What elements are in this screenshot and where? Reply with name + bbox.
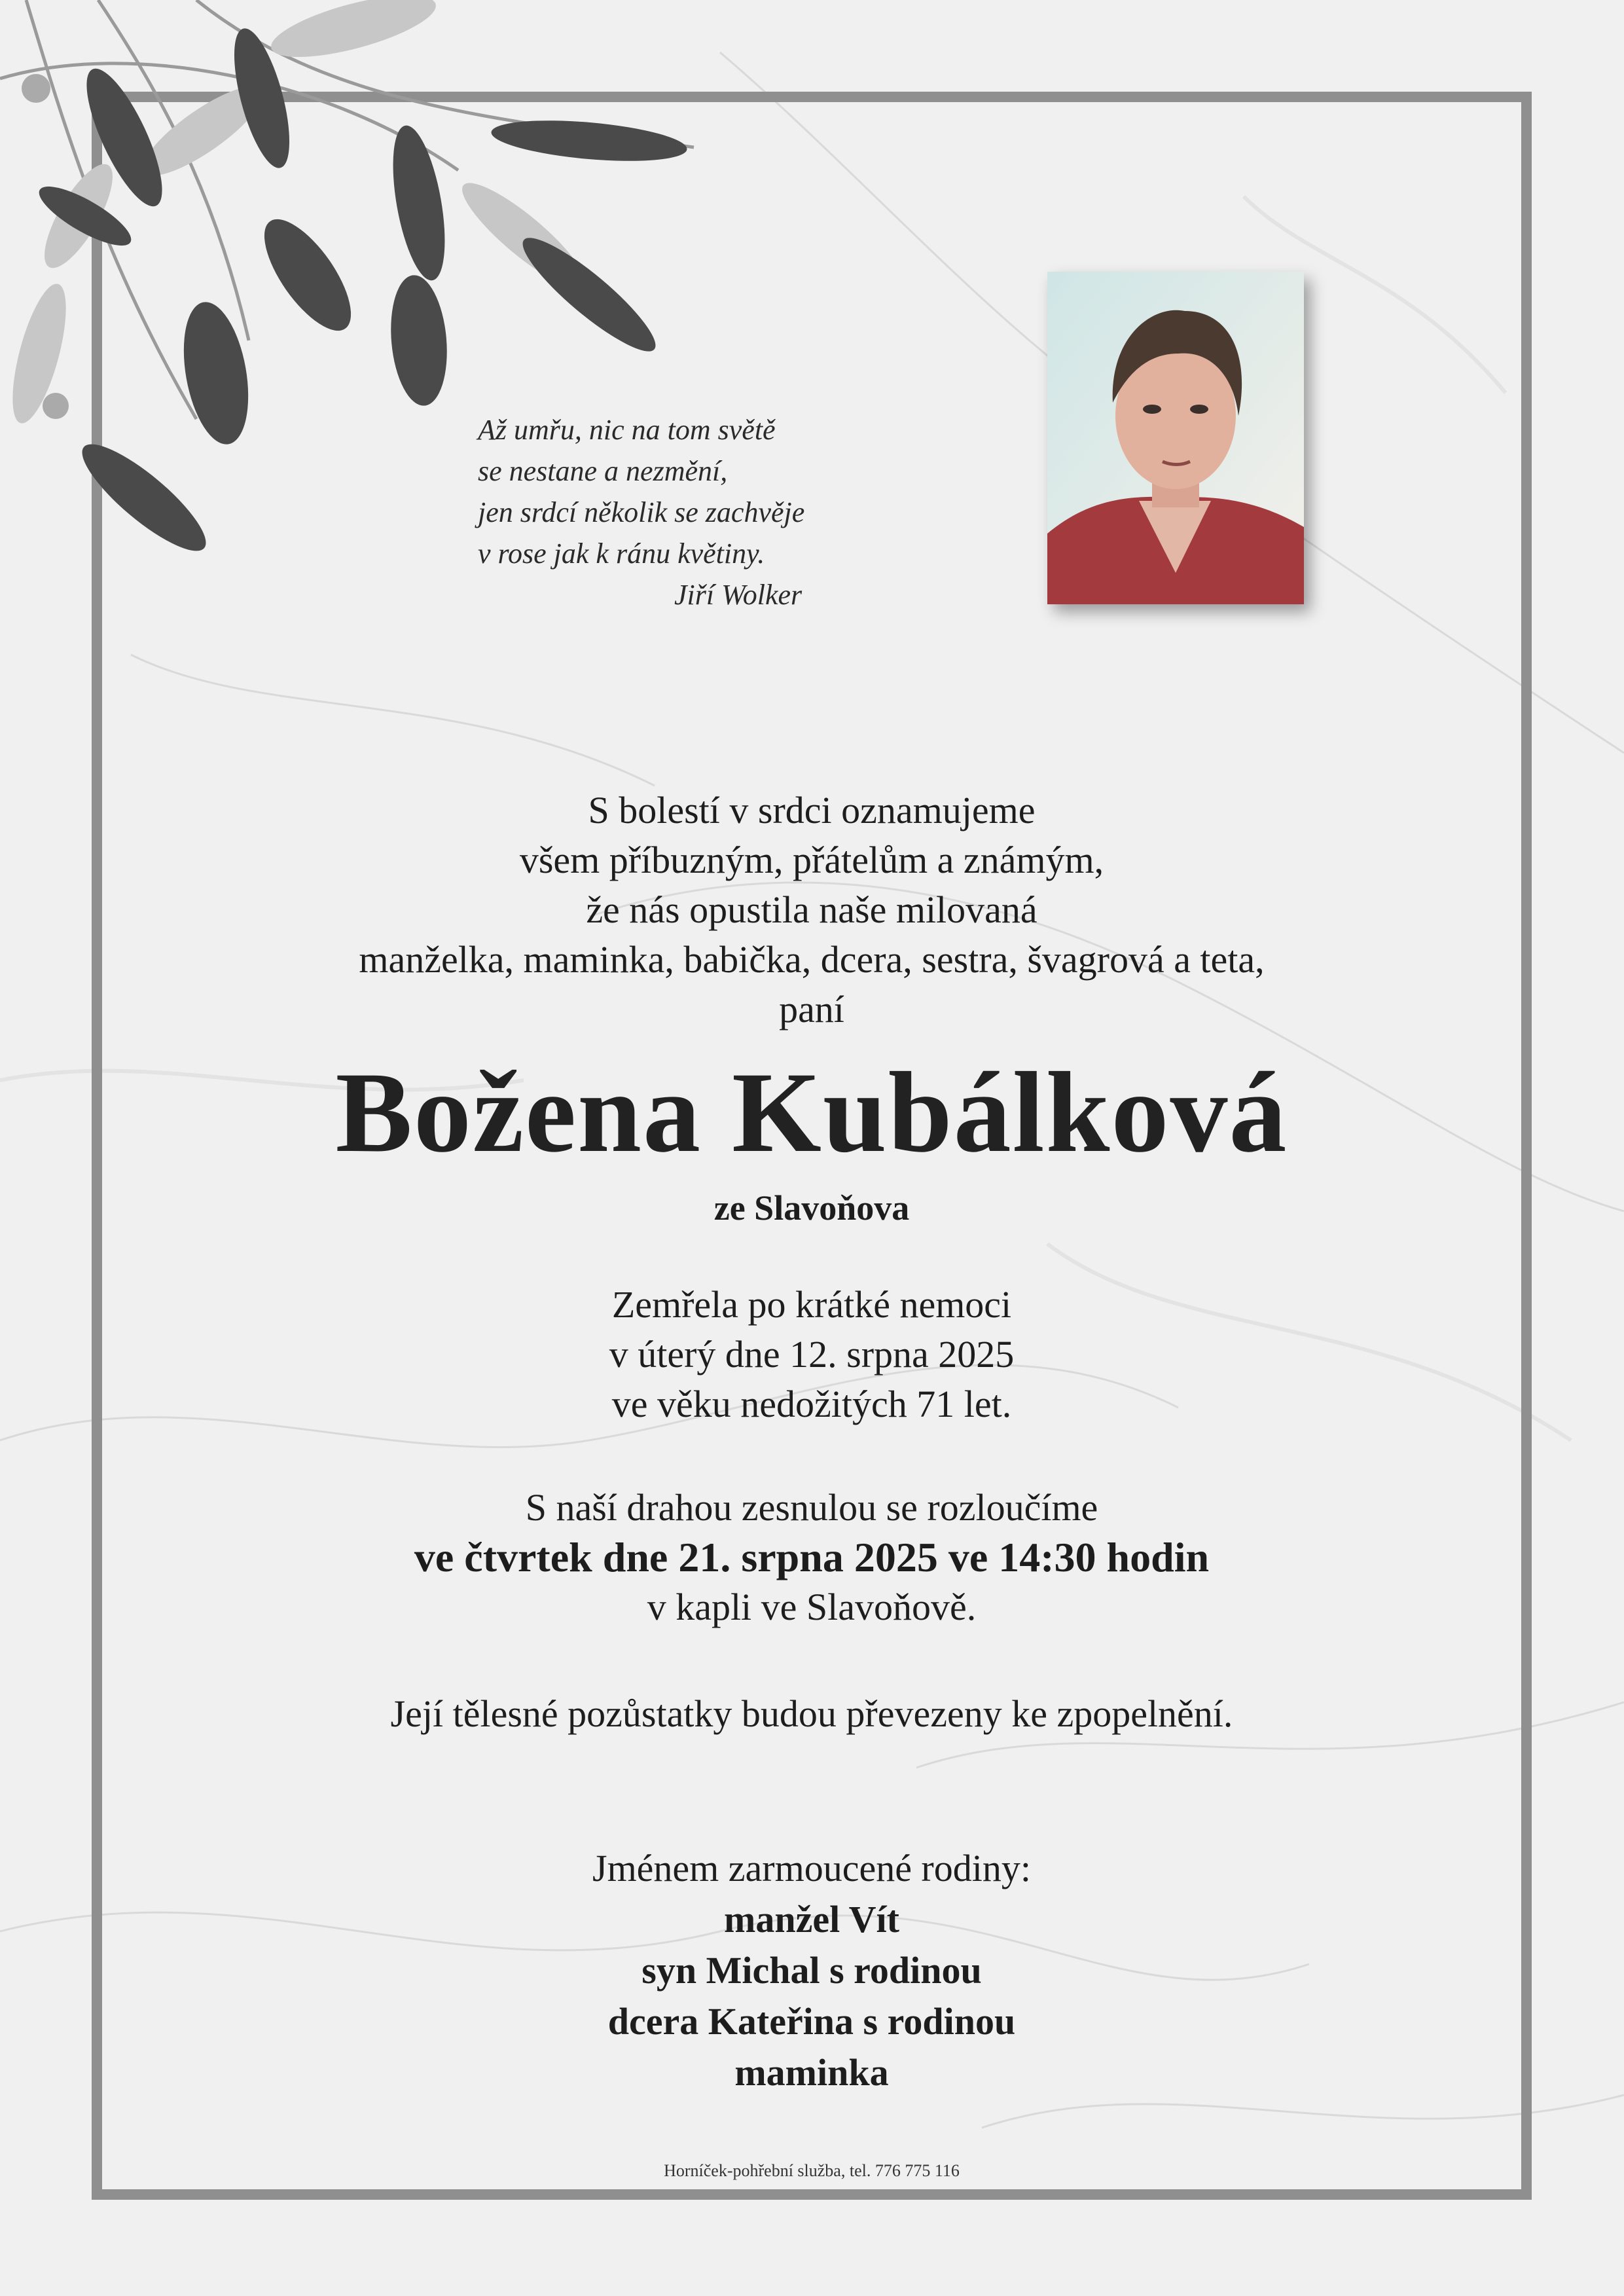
funeral-service-footer: Horníček-pohřební služba, tel. 776 775 116 — [664, 2161, 960, 2180]
poem-author: Jiří Wolker — [674, 579, 803, 611]
poem-line: v rose jak k ránu květiny. — [478, 538, 765, 570]
poem — [478, 409, 936, 615]
family-member: manžel Vít — [724, 1898, 899, 1941]
portrait-photo — [1047, 272, 1304, 604]
announcement-line: všem příbuzným, přátelům a známým, — [519, 839, 1104, 881]
poem-line: jen srdcí několik se zachvěje — [478, 496, 805, 528]
family-member: syn Michal s rodinou — [641, 1949, 982, 1992]
deceased-origin: ze Slavoňova — [713, 1188, 910, 1228]
death-line: Zemřela po krátké nemoci — [611, 1283, 1012, 1326]
farewell-place: v kapli ve Slavoňově. — [647, 1586, 977, 1628]
family-member: dcera Kateřina s rodinou — [607, 2000, 1016, 2043]
poem-line: se nestane a nezmění, — [478, 455, 728, 487]
family-signature — [131, 1843, 1492, 2098]
farewell-details — [131, 1483, 1492, 1632]
farewell-intro: S naší drahou zesnulou se rozloučíme — [525, 1486, 1098, 1529]
remains-note: Její tělesné pozůstatky budou převezeny ke zpopelnění. — [390, 1692, 1233, 1735]
death-line: v úterý dne 12. srpna 2025 — [609, 1333, 1015, 1376]
death-line: ve věku nedožitých 71 let. — [611, 1383, 1012, 1425]
death-details — [131, 1280, 1492, 1429]
announcement-line: že nás opustila naše milovaná — [586, 888, 1038, 931]
family-intro: Jménem zarmoucené rodiny: — [592, 1847, 1031, 1889]
announcement-line: S bolestí v srdci oznamujeme — [588, 789, 1036, 831]
announcement-line: paní — [779, 988, 844, 1030]
announcement — [131, 786, 1492, 1034]
family-member: maminka — [734, 2051, 889, 2094]
farewell-datetime: ve čtvrtek dne 21. srpna 2025 ve 14:30 hodin — [414, 1534, 1210, 1580]
announcement-line: manželka, maminka, babička, dcera, sestra, švagrová a teta, — [359, 938, 1265, 981]
deceased-name: Božena Kubálková — [335, 1049, 1288, 1176]
poem-line: Až umřu, nic na tom světě — [478, 414, 776, 446]
